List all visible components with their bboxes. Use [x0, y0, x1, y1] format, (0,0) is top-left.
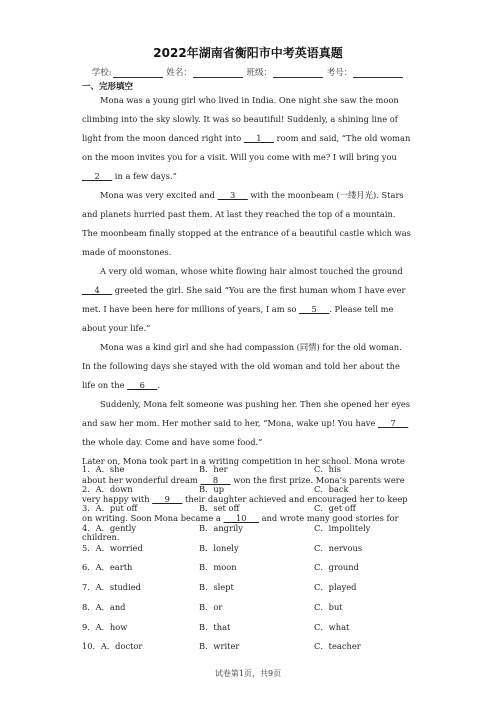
option-b[interactable]: B．lonely [199, 542, 239, 553]
option-a[interactable] [82, 637, 142, 657]
option-b[interactable]: B．slept [199, 582, 234, 593]
passage-text: their daughter achieved and encouraged her to keep on writing. Soon Mona became a [82, 494, 408, 523]
option-a-label: A．she [95, 464, 125, 474]
option-c[interactable]: C．back [314, 483, 349, 494]
option-a-label: A．down [95, 483, 133, 494]
name-label: 姓名： [166, 68, 192, 78]
option-b[interactable]: B．up [199, 483, 225, 494]
passage-paragraph [82, 186, 412, 262]
option-b[interactable]: B．angrily [199, 523, 243, 534]
question-number: 6． [82, 562, 96, 573]
option-a-label: A．and [95, 601, 126, 612]
number-label: 考号： [326, 68, 353, 78]
blank-gap: ___4___ [82, 285, 113, 295]
blank-gap: ___8___ [200, 475, 231, 485]
option-c[interactable]: C．his [314, 464, 341, 474]
question-number: 7． [82, 582, 96, 593]
passage-text: Mona was a kind girl and she had compassion (同情) for the old woman. In the following days she stayed with the old woman and told her about the life on the [82, 342, 402, 390]
passage-text: Mona was very excited and [100, 190, 218, 200]
passage-text: won the first prize. Mona’s parents were very happy with [82, 475, 405, 504]
option-a[interactable] [82, 539, 143, 559]
option-a[interactable] [82, 578, 141, 598]
option-row [82, 618, 412, 638]
option-a[interactable] [82, 480, 133, 500]
blank-gap: ___3___ [217, 190, 248, 200]
option-a-label: A．worried [95, 542, 143, 553]
option-a-label: A．earth [95, 562, 133, 573]
passage-text: in a few days.” [112, 171, 177, 181]
option-c[interactable]: C．played [314, 582, 357, 593]
option-c[interactable]: C．nervous [314, 542, 363, 553]
option-row [82, 598, 412, 618]
option-a-label: A．how [95, 621, 128, 632]
passage-paragraph [82, 395, 412, 452]
option-c[interactable]: C．what [314, 621, 350, 632]
option-a-label: A．doctor [100, 641, 143, 652]
question-number: 8． [82, 601, 96, 612]
page-title: 2022年湖南省衡阳市中考英语真题 [153, 46, 343, 60]
option-row [82, 558, 412, 578]
passage-text: greeted the girl. She said “You are the first human whom I have ever met. I have been here for millions of years, I am so [82, 285, 406, 314]
question-number: 5． [82, 542, 96, 553]
school-blank[interactable] [113, 68, 163, 78]
option-a[interactable] [82, 618, 127, 638]
option-row [82, 499, 412, 519]
option-a[interactable] [82, 598, 125, 618]
option-row [82, 480, 412, 500]
blank-gap: ___2___ [82, 171, 113, 181]
option-b[interactable]: B．or [199, 601, 223, 612]
student-info-line [0, 66, 496, 78]
passage-paragraph [82, 91, 412, 186]
option-b[interactable]: B．moon [199, 562, 237, 573]
option-c[interactable]: C．impolitely [314, 523, 371, 534]
option-row [82, 539, 412, 559]
blank-gap: ___5___ [299, 304, 330, 314]
option-a[interactable] [82, 519, 136, 539]
class-blank[interactable] [273, 68, 323, 78]
blank-gap: ___10___ [223, 513, 259, 523]
question-number: 4． [82, 523, 96, 534]
passage-text: . Please tell me about your life.” [82, 304, 394, 333]
option-b[interactable]: B．writer [199, 641, 240, 652]
option-a[interactable] [82, 499, 137, 519]
passage-text: Later on, Mona took part in a writing competition in her school. Mona wrote about her wonderful dream [82, 456, 405, 485]
passage-text: the whole day. Come and have some food.” [82, 437, 263, 447]
passage-paragraph [82, 262, 412, 338]
blank-gap: ___1___ [243, 133, 275, 143]
option-a-label: A．put off [95, 503, 138, 514]
option-row [82, 460, 412, 480]
passage-text: with the moonbeam (一缕月光). Stars and planets hurried past them. At last they reached the top of a mountain. The moonbeam finally stopped at the entrance of a beautiful castle which was made of moonstones. [82, 190, 411, 257]
question-number: 1． [82, 464, 96, 474]
answer-options [82, 460, 412, 657]
option-row [82, 519, 412, 539]
passage-text: Suddenly, Mona felt someone was pushing her. Then she opened her eyes and saw her mom. Her mother said to her, “Mona, wake up! You have [82, 399, 411, 428]
passage-text: A very old woman, whose white flowing hair almost touched the ground [100, 266, 403, 276]
passage-text: and wrote many good stories for children. [82, 513, 399, 542]
number-blank[interactable] [353, 68, 403, 78]
option-a-label: A．studied [95, 582, 141, 593]
option-row [82, 578, 412, 598]
blank-gap: ___6___ [127, 380, 158, 390]
passage-text: . [157, 380, 160, 390]
question-number: 3． [82, 503, 96, 514]
school-label: 学校: [91, 68, 112, 78]
page-footer: 试卷第1页，共9页 [214, 669, 282, 678]
passage-text: room and said, “The old woman on the moon invites you for a visit. Will you come with me? I will bring you [82, 133, 411, 162]
option-row [82, 637, 412, 657]
option-b[interactable]: B．her [199, 464, 228, 474]
section-heading: 一、完形填空 [82, 82, 134, 92]
blank-gap: ___7___ [378, 418, 409, 428]
class-label: 班级： [246, 68, 273, 78]
name-blank[interactable] [193, 68, 243, 78]
option-c[interactable]: C．ground [314, 562, 359, 573]
question-number: 10． [82, 641, 101, 652]
option-c[interactable]: C．but [314, 601, 343, 612]
option-a[interactable] [82, 558, 132, 578]
option-b[interactable]: B．set off [199, 503, 240, 514]
option-a-label: A．gently [95, 523, 137, 534]
option-a[interactable] [82, 460, 124, 480]
option-c[interactable]: C．get off [314, 503, 356, 514]
option-c[interactable]: C．teacher [314, 641, 361, 652]
question-number: 2． [82, 483, 96, 494]
passage-text: Mona was a young girl who lived in India. One night she saw the moon climbing into the sky slowly. It was so beautiful! Suddenly, a shining line of light from the moon danced right into [82, 95, 399, 143]
passage-paragraph [82, 338, 412, 395]
blank-gap: ___9___ [152, 494, 183, 504]
option-b[interactable]: B．that [199, 621, 231, 632]
question-number: 9． [82, 621, 96, 632]
